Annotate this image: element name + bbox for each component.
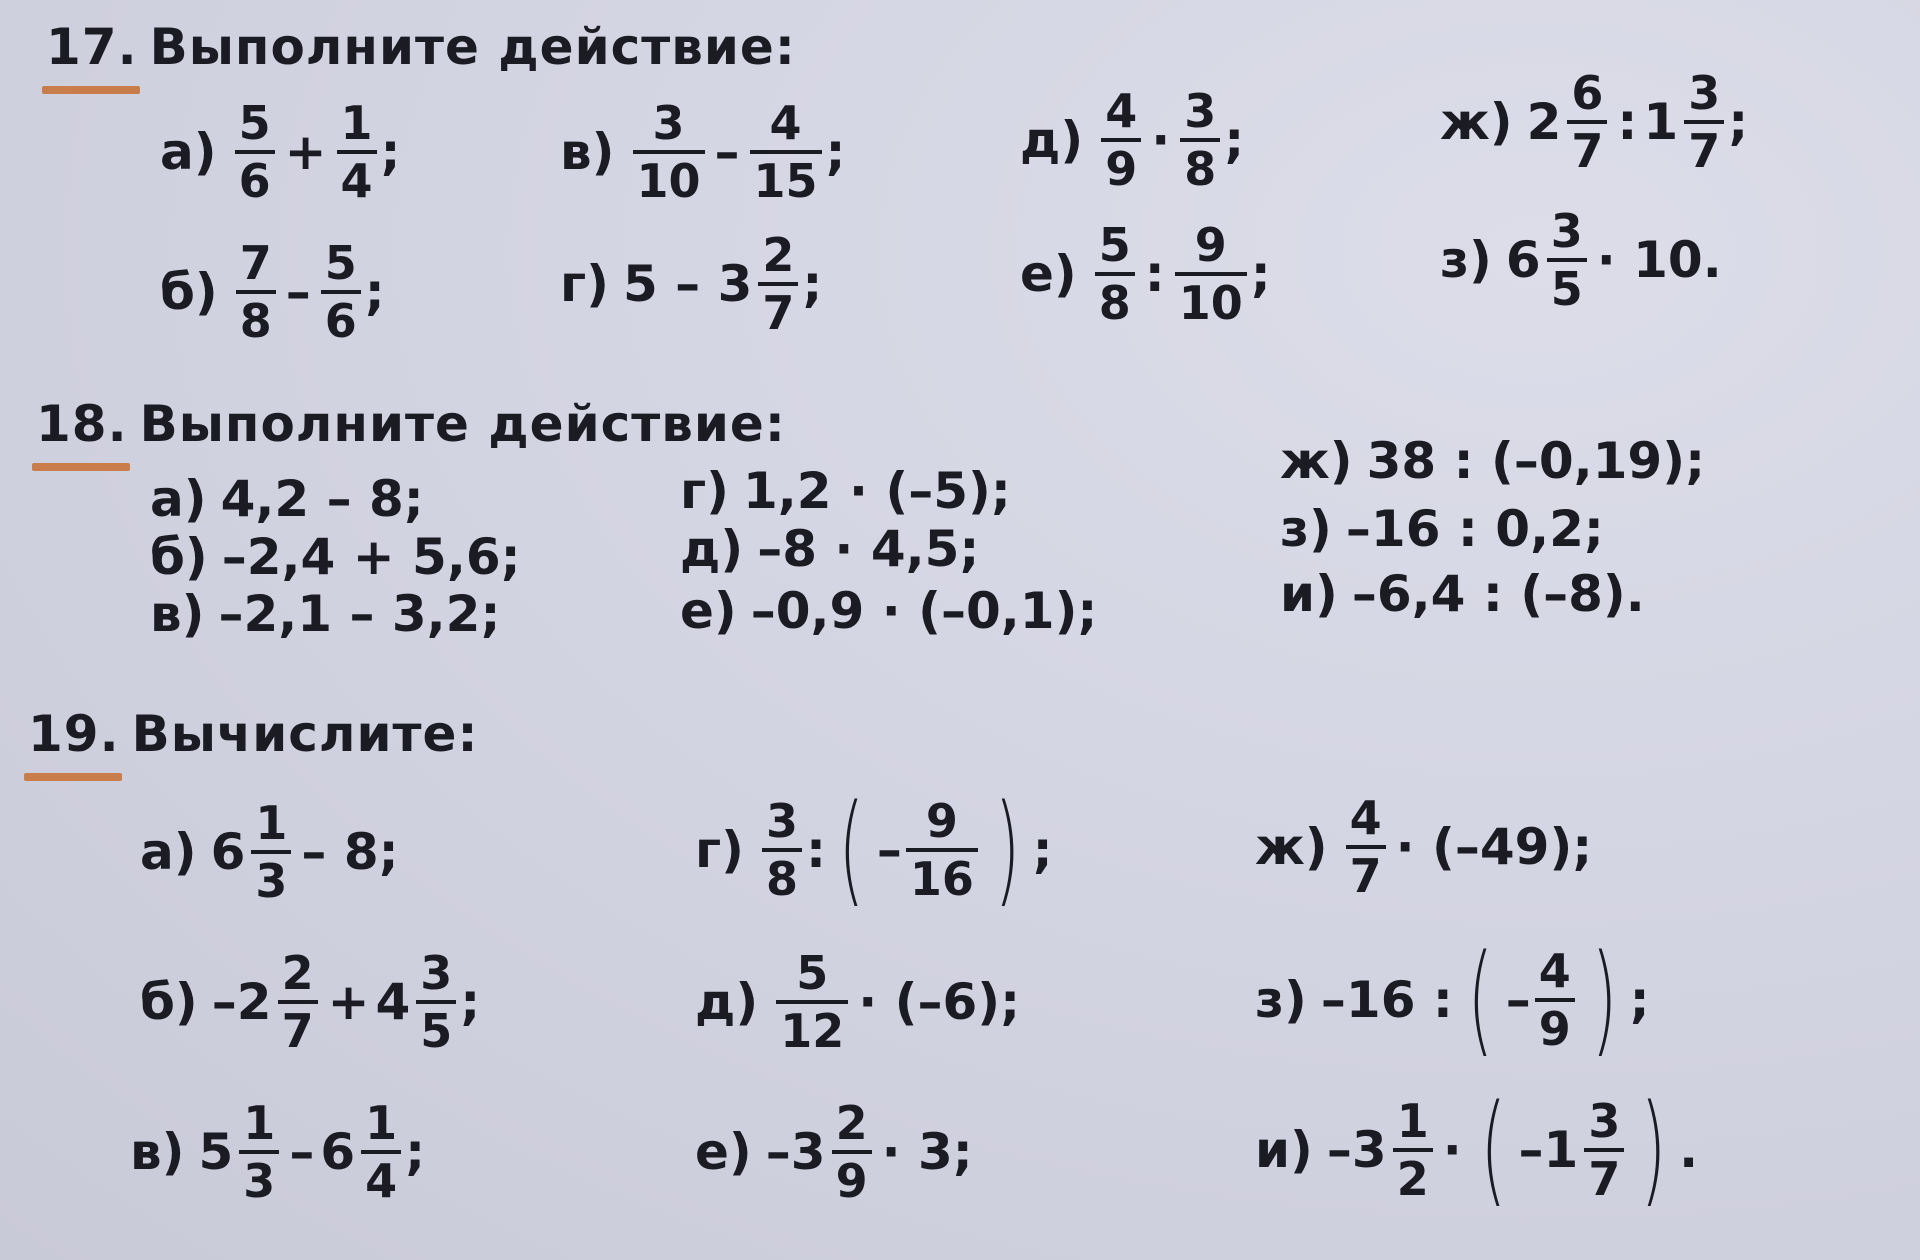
whole-part: 6: [210, 823, 246, 881]
terminator: ;: [1728, 93, 1749, 151]
whole-part: –3: [1326, 1121, 1387, 1179]
fraction: [251, 796, 291, 908]
operator: :: [1617, 93, 1638, 151]
denominator: 7: [1349, 849, 1382, 903]
denominator: 16: [909, 852, 974, 906]
fraction: [776, 946, 848, 1058]
ex-17-z: [1440, 204, 1728, 316]
denominator: 7: [281, 1004, 314, 1058]
fraction: [832, 1096, 872, 1208]
numerator: 3: [1550, 204, 1583, 258]
label: ж): [1255, 818, 1328, 876]
label: в): [150, 585, 205, 643]
operator: –: [285, 263, 311, 321]
whole-part: –1: [1518, 1121, 1579, 1179]
expression: 4,2 – 8;: [220, 470, 424, 528]
terminator: ;: [380, 123, 401, 181]
ex-19-z: [1255, 930, 1650, 1069]
expression-prefix: 5 – 3: [622, 255, 753, 313]
fraction: [1567, 66, 1607, 178]
expression-prefix: –16 :: [1320, 971, 1453, 1029]
fraction: [1535, 944, 1575, 1056]
expression: –6,4 : (–8).: [1351, 565, 1645, 623]
whole-part: 1: [1643, 93, 1679, 151]
fraction: [1584, 1094, 1624, 1206]
ex-18-a: [150, 470, 424, 528]
section-17-title: Выполните действие:: [149, 18, 796, 76]
fraction: [416, 946, 456, 1058]
expression: –0,9 · (–0,1);: [750, 582, 1098, 640]
fraction: [633, 96, 705, 208]
ex-19-i: [1255, 1080, 1699, 1219]
expression: –2,4 + 5,6;: [221, 528, 521, 586]
ex-17-v: [560, 96, 846, 208]
numerator: 1: [1396, 1094, 1429, 1148]
ex-19-zh: [1255, 791, 1598, 903]
denominator: 4: [340, 154, 373, 208]
right-parenthesis: ): [994, 780, 1021, 919]
ex-18-i: [1280, 565, 1645, 623]
fraction: [321, 236, 361, 348]
operator: :: [1144, 245, 1165, 303]
section-19-title: Вычислите:: [131, 705, 479, 763]
label: д): [680, 520, 744, 578]
fraction: [278, 946, 318, 1058]
terminator: ;: [364, 263, 385, 321]
fraction: [750, 96, 822, 208]
operator: –: [289, 1123, 315, 1181]
right-parenthesis: ): [1591, 930, 1618, 1069]
ex-18-v: [150, 585, 500, 643]
label: г): [680, 462, 729, 520]
ex-18-d: [680, 520, 979, 578]
terminator: .: [1679, 1121, 1699, 1179]
expression-suffix: · 10.: [1596, 231, 1722, 289]
denominator: 6: [238, 154, 271, 208]
number-underline: [42, 86, 140, 94]
operator: +: [284, 123, 327, 181]
numerator: 3: [1588, 1094, 1621, 1148]
fraction: [1393, 1094, 1433, 1206]
denominator: 5: [1550, 262, 1583, 316]
fraction: [1101, 84, 1141, 196]
ex-17-a: [160, 96, 401, 208]
whole-part: 4: [375, 973, 411, 1031]
terminator: ;: [825, 123, 846, 181]
denominator: 7: [1588, 1152, 1621, 1206]
denominator: 5: [420, 1004, 453, 1058]
ex-19-d: [695, 946, 1026, 1058]
fraction: [906, 794, 978, 906]
ex-17-e: [1020, 218, 1271, 330]
expression: 38 : (–0,19);: [1366, 432, 1706, 490]
label: з): [1255, 971, 1307, 1029]
denominator: 9: [1105, 142, 1138, 196]
fraction: [1175, 218, 1247, 330]
numerator: 7: [239, 236, 272, 290]
numerator: 1: [365, 1096, 398, 1150]
ex-19-b: [140, 946, 481, 1058]
expression: –8 · 4,5;: [757, 520, 980, 578]
ex-18-zh: [1280, 432, 1705, 490]
label: е): [680, 582, 737, 640]
terminator: ;: [405, 1123, 426, 1181]
fraction: [758, 228, 798, 340]
label: а): [140, 823, 197, 881]
numerator: 3: [1688, 66, 1721, 120]
numerator: 1: [243, 1096, 276, 1150]
section-17-heading: [46, 18, 796, 76]
denominator: 4: [365, 1154, 398, 1208]
ex-18-e: [680, 582, 1097, 640]
expression-suffix: · (–49);: [1395, 818, 1593, 876]
numerator: 3: [765, 794, 798, 848]
numerator: 2: [762, 228, 795, 282]
whole-part: 2: [1526, 93, 1562, 151]
label: з): [1440, 231, 1492, 289]
denominator: 9: [1538, 1002, 1571, 1056]
minus-sign: –: [876, 821, 902, 879]
operator: ·: [1151, 111, 1171, 169]
label: б): [150, 528, 208, 586]
denominator: 10: [636, 154, 701, 208]
label: д): [1020, 111, 1084, 169]
numerator: 9: [925, 794, 958, 848]
ex-19-a: [140, 796, 405, 908]
numerator: 3: [420, 946, 453, 1000]
label: и): [1255, 1121, 1313, 1179]
terminator: ;: [1032, 821, 1053, 879]
operator: ·: [1442, 1121, 1462, 1179]
numerator: 6: [1571, 66, 1604, 120]
whole-part: –2: [211, 973, 272, 1031]
expression: –16 : 0,2;: [1345, 500, 1604, 558]
label: в): [130, 1123, 185, 1181]
label: б): [140, 973, 198, 1031]
whole-part: 6: [1505, 231, 1541, 289]
numerator: 3: [1184, 84, 1217, 138]
ex-18-b: [150, 528, 521, 586]
denominator: 7: [762, 286, 795, 340]
label: г): [560, 255, 609, 313]
number-underline: [24, 773, 122, 781]
section-19-heading: [28, 705, 478, 763]
numerator: 5: [238, 96, 271, 150]
fraction: [1095, 218, 1135, 330]
label: д): [695, 973, 759, 1031]
fraction: [1547, 204, 1587, 316]
label: б): [160, 263, 218, 321]
whole-part: 5: [198, 1123, 234, 1181]
numerator: 2: [835, 1096, 868, 1150]
label: е): [695, 1123, 752, 1181]
label: а): [150, 470, 207, 528]
denominator: 3: [255, 854, 288, 908]
denominator: 15: [753, 154, 818, 208]
terminator: ;: [1629, 971, 1650, 1029]
minus-sign: –: [1505, 971, 1531, 1029]
label: ж): [1280, 432, 1353, 490]
numerator: 5: [1098, 218, 1131, 272]
ex-17-b: [160, 236, 385, 348]
label: и): [1280, 565, 1338, 623]
ex-19-g: [695, 780, 1053, 919]
denominator: 8: [239, 294, 272, 348]
numerator: 2: [281, 946, 314, 1000]
denominator: 10: [1178, 276, 1243, 330]
operator: :: [806, 821, 826, 879]
right-parenthesis: ): [1640, 1080, 1667, 1219]
operator: +: [327, 973, 370, 1031]
denominator: 8: [1098, 276, 1131, 330]
expression: –2,1 – 3,2;: [218, 585, 501, 643]
expression-suffix: – 8;: [301, 823, 399, 881]
fraction: [1684, 66, 1724, 178]
expression: 1,2 · (–5);: [742, 462, 1011, 520]
fraction: [239, 1096, 279, 1208]
left-parenthesis: (: [1480, 1080, 1506, 1219]
numerator: 4: [1105, 84, 1138, 138]
fraction: [361, 1096, 401, 1208]
label: е): [1020, 245, 1077, 303]
expression-suffix: · (–6);: [858, 973, 1021, 1031]
label: ж): [1440, 93, 1513, 151]
ex-19-e: [695, 1096, 979, 1208]
whole-part: 6: [320, 1123, 356, 1181]
fraction: [762, 794, 802, 906]
numerator: 5: [324, 236, 357, 290]
numerator: 4: [1349, 791, 1382, 845]
operator: –: [714, 123, 740, 181]
label: в): [560, 123, 615, 181]
section-17-number: 17.: [46, 18, 138, 76]
ex-19-v: [130, 1096, 426, 1208]
denominator: 2: [1396, 1152, 1429, 1206]
section-18-title: Выполните действие:: [139, 395, 786, 453]
section-19-number: 19.: [28, 705, 120, 763]
numerator: 1: [340, 96, 373, 150]
fraction: [235, 96, 275, 208]
ex-17-d: [1020, 84, 1245, 196]
ex-17-g: [560, 228, 823, 340]
numerator: 4: [1538, 944, 1571, 998]
left-parenthesis: (: [1467, 930, 1494, 1069]
terminator: ;: [1250, 245, 1271, 303]
numerator: 4: [769, 96, 802, 150]
left-parenthesis: (: [838, 780, 865, 919]
fraction: [1180, 84, 1220, 196]
ex-18-g: [680, 462, 1011, 520]
numerator: 5: [796, 946, 829, 1000]
section-18-heading: [36, 395, 786, 453]
terminator: ;: [460, 973, 481, 1031]
expression-suffix: · 3;: [881, 1123, 973, 1181]
ex-18-z: [1280, 500, 1604, 558]
terminator: ;: [802, 255, 823, 313]
terminator: ;: [1224, 111, 1245, 169]
numerator: 1: [255, 796, 288, 850]
fraction: [1346, 791, 1386, 903]
label: а): [160, 123, 217, 181]
fraction: [236, 236, 276, 348]
denominator: 9: [835, 1154, 868, 1208]
numerator: 9: [1194, 218, 1227, 272]
label: г): [695, 821, 744, 879]
denominator: 6: [324, 294, 357, 348]
ex-17-zh: [1440, 66, 1749, 178]
whole-part: –3: [765, 1123, 826, 1181]
number-underline: [32, 463, 130, 471]
denominator: 7: [1688, 124, 1721, 178]
denominator: 12: [780, 1004, 845, 1058]
fraction: [337, 96, 377, 208]
label: з): [1280, 500, 1332, 558]
denominator: 7: [1571, 124, 1604, 178]
denominator: 8: [1184, 142, 1217, 196]
section-18-number: 18.: [36, 395, 128, 453]
denominator: 8: [765, 852, 798, 906]
numerator: 3: [652, 96, 685, 150]
denominator: 3: [243, 1154, 276, 1208]
